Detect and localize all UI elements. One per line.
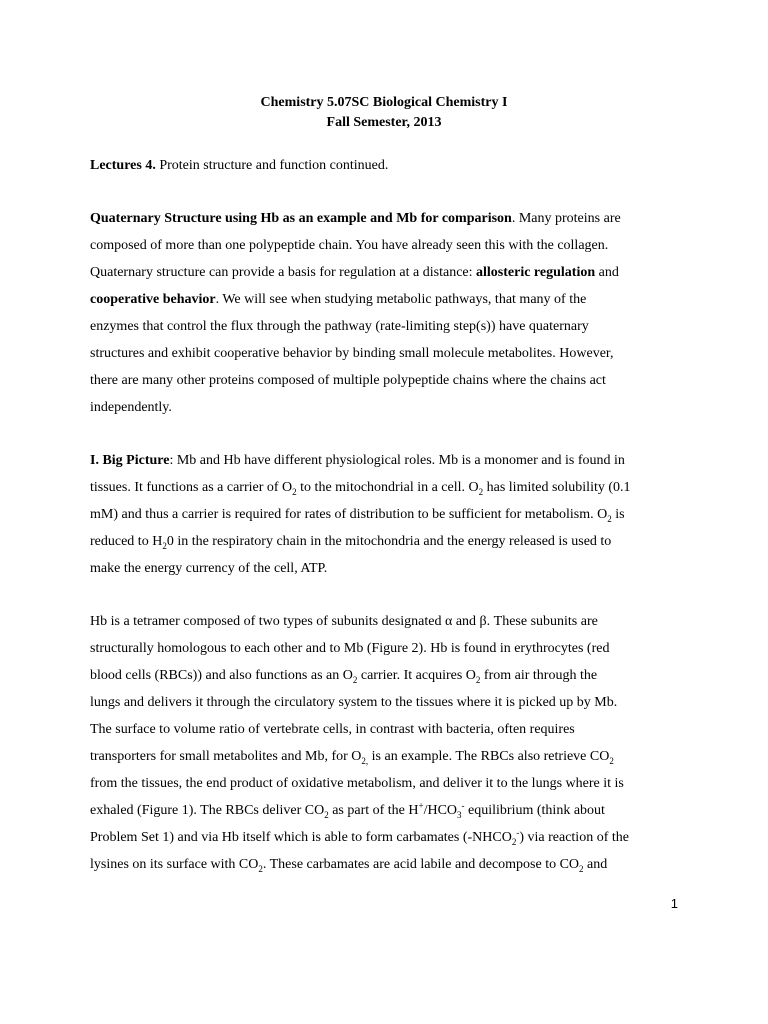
paragraph-line: independently. xyxy=(90,400,172,415)
lecture-label: Lectures 4. xyxy=(90,158,156,173)
lecture-topic: Protein structure and function continued. xyxy=(159,158,389,173)
paragraph-line: lungs and delivers it through the circulatory system to the tissues where it is picked up by Mb. xyxy=(90,695,618,710)
paragraph-line: I. Big Picture: Mb and Hb have different physiological roles. Mb is a monomer and is found in xyxy=(90,453,625,468)
paragraph-line: structurally homologous to each other and to Mb (Figure 2). Hb is found in erythrocytes (red xyxy=(90,641,610,656)
paragraph-line: structures and exhibit cooperative behavior by binding small molecule metabolites. However, xyxy=(90,346,614,361)
section-heading: Quaternary Structure using Hb as an example and Mb for comparison xyxy=(90,211,512,226)
paragraph-line: Quaternary Structure using Hb as an example and Mb for comparison. Many proteins are xyxy=(90,211,621,226)
paragraph-line: mM) and thus a carrier is required for rates of distribution to be sufficient for metabolism. $O_2$ is xyxy=(90,507,625,524)
paragraph-line: Problem Set 1) and via Hb itself which is able to form carbamates $(-NHCO_2^-)$ via reaction of the xyxy=(90,827,629,847)
document-title: Chemistry 5.07SC Biological Chemistry I xyxy=(260,95,508,110)
paragraph-line: reduced to $H_20$ in the respiratory chain in the mitochondria and the energy released is used to xyxy=(90,534,612,551)
paragraph-line: composed of more than one polypeptide chain. You have already seen this with the collagen. xyxy=(90,238,609,253)
paragraph-line: Hb is a tetramer composed of two types of subunits designated α and β. These subunits are xyxy=(90,614,598,629)
paragraph-line: transporters for small metabolites and Mb, for $O_{2,}$ is an example. The RBCs also retrieve $CO_2$ xyxy=(90,749,614,766)
paragraph-line: Quaternary structure can provide a basis for regulation at a distance: allosteric regulation and xyxy=(90,265,619,280)
paragraph-line: exhaled (Figure 1). The RBCs deliver $CO_2$ as part of the $H^+/HCO_3^-$ equilibrium (think about xyxy=(90,800,605,820)
section-heading: I. Big Picture xyxy=(90,453,170,468)
paragraph-line: tissues. It functions as a carrier of $O_2$ to the mitochondrial in a cell. $O_2$ has limited solubility (0.1 xyxy=(90,480,631,497)
paragraph-line: there are many other proteins composed of multiple polypeptide chains where the chains act xyxy=(90,373,606,388)
page-number: 1 xyxy=(670,896,678,911)
paragraph-line: lysines on its surface with $CO_2$. These carbamates are acid labile and decompose to $CO_2$ and xyxy=(90,857,608,874)
paragraph-line: make the energy currency of the cell, ATP. xyxy=(90,561,328,576)
paragraph-line: blood cells (RBCs)) and also functions as an $O_2$ carrier. It acquires $O_2$ from air through the xyxy=(90,668,598,685)
paragraph-line: cooperative behavior. We will see when studying metabolic pathways, that many of the xyxy=(90,292,587,307)
lecture-line xyxy=(90,157,388,174)
paragraph-line: The surface to volume ratio of vertebrate cells, in contrast with bacteria, often requires xyxy=(90,722,575,737)
semester-line: Fall Semester, 2013 xyxy=(326,115,442,130)
paragraph-line: enzymes that control the flux through the pathway (rate-limiting step(s)) have quaternary xyxy=(90,319,589,334)
paragraph-line: from the tissues, the end product of oxidative metabolism, and deliver it to the lungs where it is xyxy=(90,776,624,791)
